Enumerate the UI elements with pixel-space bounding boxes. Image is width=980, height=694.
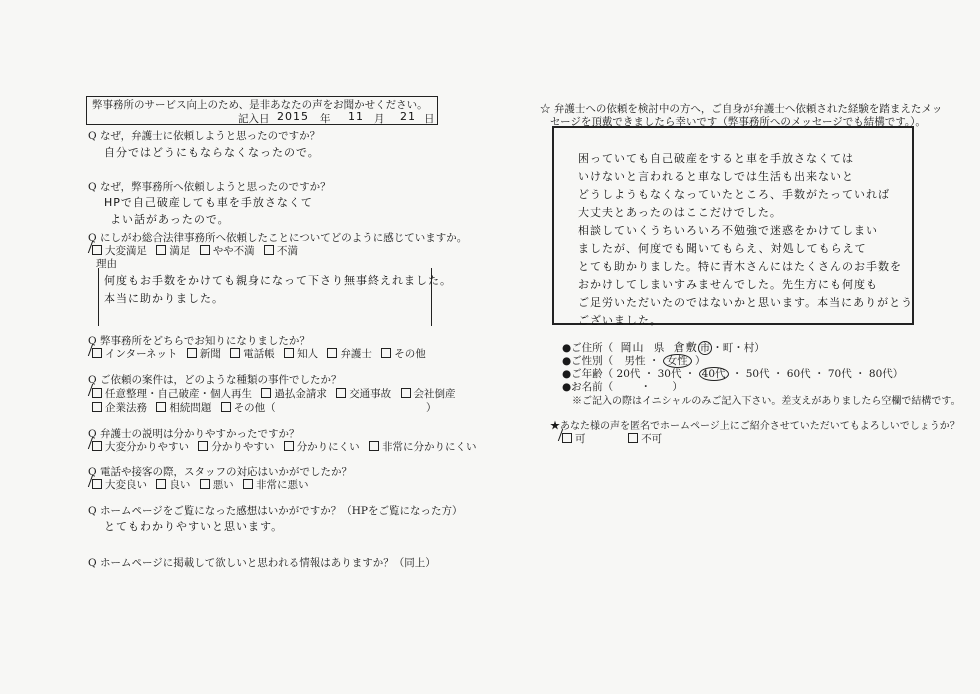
date-month: 11 bbox=[348, 110, 364, 123]
option-inheritance: 相続問題 bbox=[169, 402, 212, 414]
option-unclear: 分かりにくい bbox=[296, 441, 360, 453]
checkbox-clear[interactable] bbox=[198, 441, 208, 451]
answer-8: とてもわかりやすいと思います。 bbox=[104, 520, 284, 533]
message-line: ご足労いただいたのではないかと思います。本当にありがとう bbox=[578, 296, 914, 309]
option-publish-no: 不可 bbox=[641, 433, 663, 445]
intro-text: 弊事務所のサービス向上のため、是非あなたの声をお聞かせください。 bbox=[92, 99, 428, 111]
message-line: いけないと言われると車なしでは生活も出来ないと bbox=[578, 170, 854, 183]
source-options bbox=[86, 346, 426, 361]
message-line: 相談していくうちいろいろ不勉強で迷惑をかけてしまい bbox=[578, 224, 878, 237]
checkbox-inheritance[interactable] bbox=[156, 402, 166, 412]
age-70s[interactable]: 70代 bbox=[827, 368, 852, 380]
question-4: Q 弊事務所をどちらでお知りになりましたか？ bbox=[88, 335, 310, 347]
name-close: ） bbox=[672, 381, 683, 393]
date-year: 2015 bbox=[277, 110, 309, 123]
message-intro-2: セージを頂戴できましたら幸いです（弊事務所へのメッセージでも結構です。）。 bbox=[550, 116, 926, 128]
question-8: Q ホームページをご覧になった感想はいかがですか？（HPをご覧になった方） bbox=[88, 505, 463, 517]
checkbox-debt-restructuring[interactable] bbox=[92, 388, 102, 398]
question-7: Q 電話や接客の際，スタッフの対応はいかがでしたか？ bbox=[88, 466, 352, 478]
date-label: 記入日 bbox=[238, 113, 270, 125]
checkbox-publish-no[interactable] bbox=[628, 433, 638, 443]
checkbox-newspaper[interactable] bbox=[187, 348, 197, 358]
gender-female[interactable]: 女性 bbox=[663, 354, 692, 368]
option-bad: 悪い bbox=[212, 479, 234, 491]
age-80s[interactable]: 80代 bbox=[868, 368, 893, 380]
address-ken: 県 bbox=[653, 342, 665, 354]
checkbox-lawyer[interactable] bbox=[327, 348, 337, 358]
reason-label: 理由 bbox=[96, 258, 117, 270]
age-30s[interactable]: 30代 bbox=[657, 368, 682, 380]
checkbox-phonebook[interactable] bbox=[230, 348, 240, 358]
case-type-row-1 bbox=[86, 386, 456, 401]
option-internet: インターネット bbox=[105, 348, 178, 360]
message-intro-1: ☆ 弁護士への依頼を検討中の方へ，ご自身が弁護士へ依頼された経験を踏まえたメッ bbox=[540, 103, 943, 115]
answer-1: 自分ではどうにもならなくなったので。 bbox=[104, 146, 320, 159]
checkbox-very-clear[interactable] bbox=[92, 441, 102, 451]
option-somewhat-dissatisfied: やや不満 bbox=[212, 245, 255, 257]
staff-options bbox=[86, 477, 309, 492]
initial-note: ※ご記入の際はイニシャルのみご記入下さい。差支えがありましたら空欄で結構です。 bbox=[572, 396, 961, 407]
option-phonebook: 電話帳 bbox=[243, 348, 275, 360]
publish-options bbox=[556, 431, 662, 446]
age-20s[interactable]: 20代 bbox=[616, 368, 641, 380]
checkbox-very-good[interactable] bbox=[92, 479, 102, 489]
date-day: 21 bbox=[400, 110, 416, 123]
option-clear: 分かりやすい bbox=[211, 441, 275, 453]
address-prefecture: 岡山 bbox=[620, 341, 645, 354]
question-9: Q ホームページに掲載して欲しいと思われる情報はありますか？（同上） bbox=[88, 557, 436, 569]
message-line: 困っていても自己破産をすると車を手放さなくては bbox=[578, 152, 854, 165]
message-line: どうしようもなくなっていたところ、手数がたっていれば bbox=[578, 188, 890, 201]
date-month-unit: 月 bbox=[374, 113, 385, 125]
checkbox-bankruptcy[interactable] bbox=[401, 388, 411, 398]
gender-male[interactable]: 男性 bbox=[624, 355, 646, 367]
option-corporate-law: 企業法務 bbox=[105, 402, 147, 414]
question-5: Q ご依頼の案件は，どのような種類の事件でしたか？ bbox=[88, 374, 342, 386]
address-shi: 市 bbox=[699, 342, 711, 354]
message-line: ましたが、何度でも聞いてもらえ、対処してもらえて bbox=[578, 242, 867, 255]
age-label: ●ご年齢（ bbox=[562, 368, 614, 380]
checkbox-dissatisfied[interactable] bbox=[264, 245, 274, 255]
option-bankruptcy: 会社倒産 bbox=[413, 388, 456, 400]
address-machi-mura: ・町・村） bbox=[712, 342, 765, 354]
option-good: 良い bbox=[169, 479, 191, 491]
age-50s[interactable]: 50代 bbox=[745, 368, 770, 380]
satisfaction-options bbox=[86, 243, 298, 258]
message-line: 大丈夫とあったのはここだけでした。 bbox=[578, 206, 782, 219]
checkbox-bad[interactable] bbox=[200, 479, 210, 489]
option-debt-restructuring: 任意整理・自己破産・個人再生 bbox=[105, 388, 252, 400]
question-6: Q 弁護士の説明は分かりやすかったですか？ bbox=[88, 428, 300, 440]
checkbox-very-bad[interactable] bbox=[243, 479, 253, 489]
option-satisfied: 満足 bbox=[169, 245, 191, 257]
checkbox-satisfied[interactable] bbox=[156, 245, 166, 255]
date-day-unit: 日 bbox=[424, 113, 435, 125]
publish-question: ★あなた様の声を匿名でホームページ上にご紹介させていただいてもよろしいでしょうか？ bbox=[550, 421, 960, 432]
case-type-row-2 bbox=[86, 400, 276, 415]
gender-separator: ・ bbox=[648, 355, 663, 367]
option-case-other: その他（ bbox=[233, 402, 276, 414]
checkbox-overpayment[interactable] bbox=[261, 388, 271, 398]
checkbox-good[interactable] bbox=[156, 479, 166, 489]
option-very-unclear: 非常に分かりにくい bbox=[382, 441, 477, 453]
option-overpayment: 過払金請求 bbox=[274, 388, 327, 400]
checkbox-somewhat-dissatisfied[interactable] bbox=[200, 245, 210, 255]
checkbox-traffic-accident[interactable] bbox=[336, 388, 346, 398]
address-label: ●ご住所（ bbox=[562, 342, 614, 354]
checkbox-internet[interactable] bbox=[92, 348, 102, 358]
age-row: ●ご年齢（ 20代 ・ 30代 ・ 40代 ・ 50代 ・ 60代 ・ 70代 ・ 80代） bbox=[562, 368, 904, 380]
case-other-close: ） bbox=[426, 402, 437, 414]
option-newspaper: 新聞 bbox=[199, 348, 221, 360]
name-value[interactable]: ・ bbox=[640, 381, 652, 393]
checkbox-corporate-law[interactable] bbox=[92, 402, 102, 412]
name-label: ●お名前（ bbox=[562, 381, 614, 393]
message-line: ございました。 bbox=[578, 314, 662, 327]
checkbox-publish-yes[interactable] bbox=[562, 433, 572, 443]
reason-line-2: 本当に助かりました。 bbox=[104, 292, 224, 305]
age-40s[interactable]: 40代 bbox=[699, 367, 729, 381]
option-publish-yes: 可 bbox=[575, 433, 586, 445]
gender-label: ●ご性別（ bbox=[562, 355, 614, 367]
address-city: 倉敷 bbox=[673, 341, 698, 354]
reason-line-1: 何度もお手数をかけても親身になって下さり無事終えれました。 bbox=[104, 274, 452, 287]
option-lawyer: 弁護士 bbox=[340, 348, 372, 360]
answer-2-line-2: よい話があったので。 bbox=[110, 213, 230, 226]
checkbox-very-unclear[interactable] bbox=[369, 441, 379, 451]
option-very-bad: 非常に悪い bbox=[256, 479, 309, 491]
checkbox-acquaintance[interactable] bbox=[284, 348, 294, 358]
message-lines bbox=[578, 150, 913, 330]
answer-2-line-1: HPで自己破産しても車を手放さなくて bbox=[104, 196, 313, 209]
question-2: Q なぜ，弊事務所へ依頼しようと思ったのですか？ bbox=[88, 181, 331, 193]
option-traffic-accident: 交通事故 bbox=[349, 388, 392, 400]
message-line: とても助かりました。特に青木さんにはたくさんのお手数を bbox=[578, 260, 902, 273]
checkbox-very-satisfied[interactable] bbox=[92, 245, 102, 255]
age-60s[interactable]: 60代 bbox=[786, 368, 811, 380]
option-other: その他 bbox=[394, 348, 426, 360]
option-very-satisfied: 大変満足 bbox=[105, 245, 147, 257]
checkbox-case-other[interactable] bbox=[221, 402, 231, 412]
question-1: Q なぜ，弁護士に依頼しようと思ったのですか？ bbox=[88, 130, 321, 142]
gender-close: ） bbox=[695, 355, 706, 367]
question-3: Q にしがわ総合法律事務所へ依頼したことについてどのように感じていますか。 bbox=[88, 232, 468, 244]
checkbox-unclear[interactable] bbox=[284, 441, 294, 451]
checkbox-other[interactable] bbox=[381, 348, 391, 358]
option-dissatisfied: 不満 bbox=[277, 245, 299, 257]
option-very-good: 大変良い bbox=[105, 479, 147, 491]
date-year-unit: 年 bbox=[320, 113, 331, 125]
option-very-clear: 大変分かりやすい bbox=[105, 441, 189, 453]
explanation-options bbox=[86, 439, 477, 454]
message-line: おかけしてしまいすみませんでした。先生方にも何度も bbox=[578, 278, 878, 291]
option-acquaintance: 知人 bbox=[297, 348, 319, 360]
